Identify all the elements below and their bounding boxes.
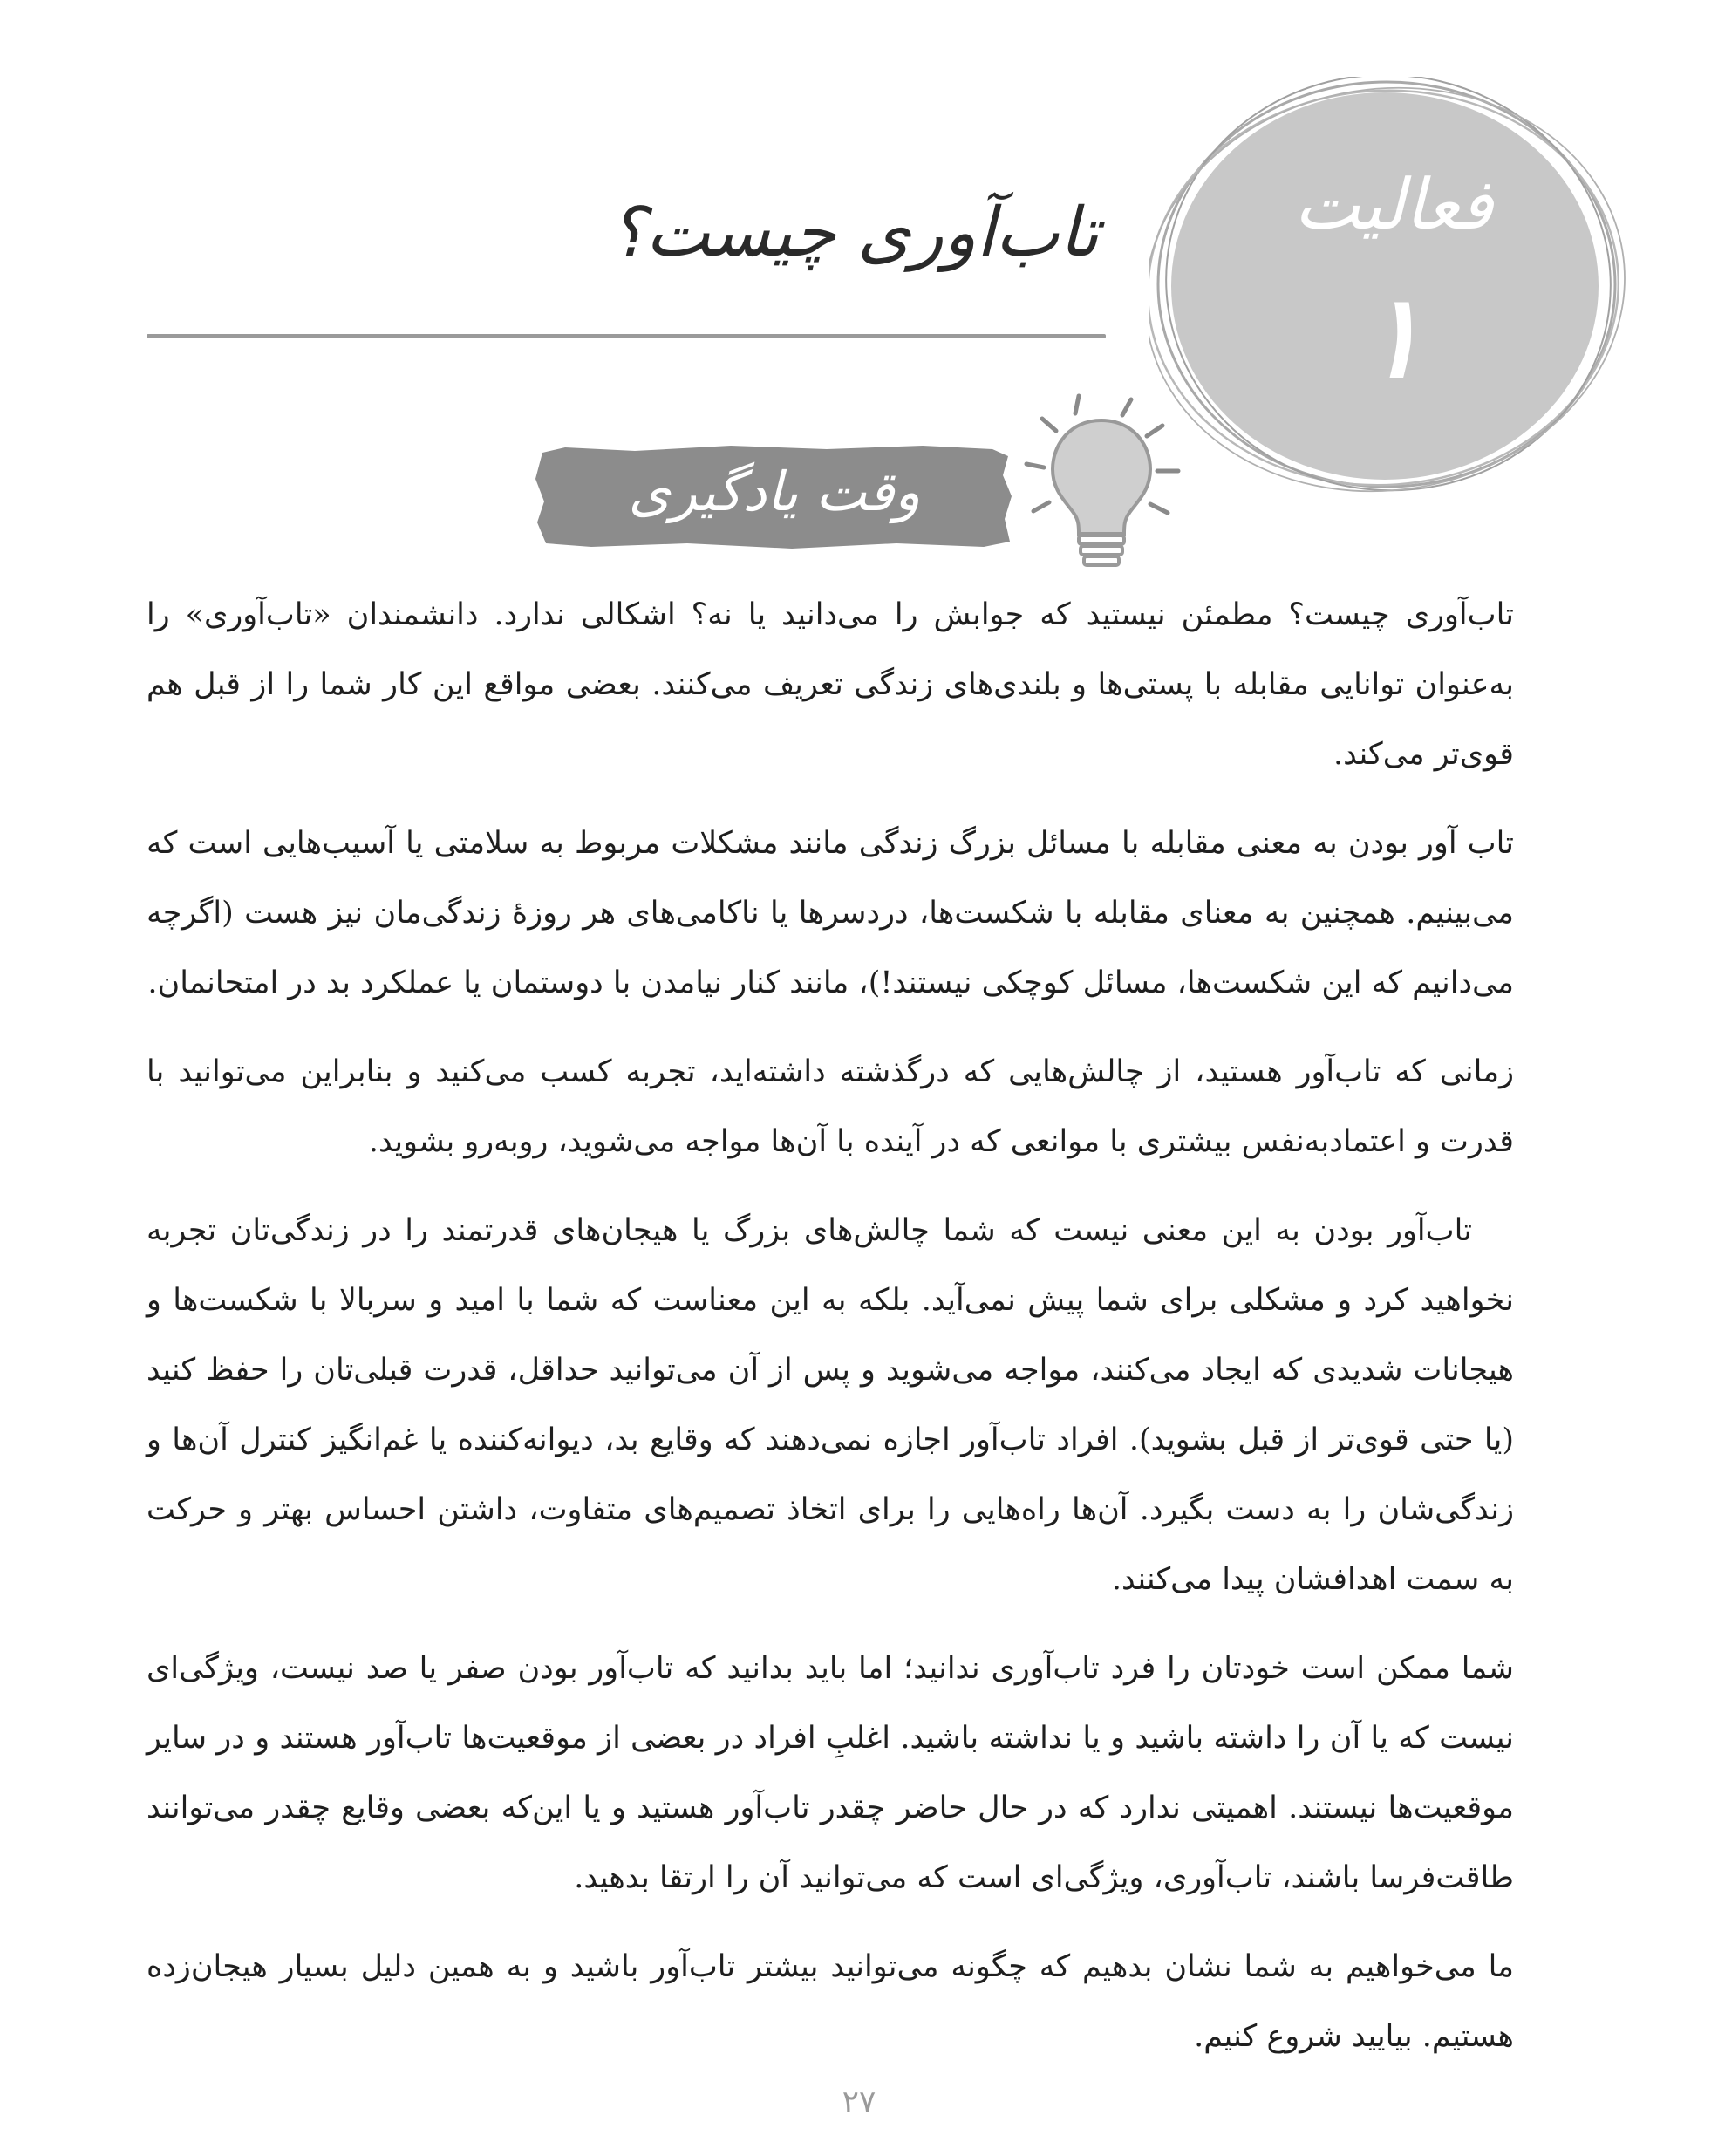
lightbulb-icon — [1007, 384, 1208, 576]
activity-badge — [1149, 77, 1638, 495]
page-title: تاب‌آوری چیست؟ — [609, 194, 1099, 272]
section-label: وقت یادگیری — [628, 460, 921, 523]
learning-time-banner — [530, 440, 1019, 552]
paragraph: زمانی که تاب‌آور هستید، از چالش‌هایی که درگذشته داشته‌اید، تجربه کسب می‌کنید و بنابراین می‌توانید با قدرت و اعتمادبه‌نفس بیشتری با موانعی که در آینده با آن‌ها مواجه می‌شوید، روبه‌رو بشوید. — [147, 1054, 1514, 1159]
body-content — [147, 580, 1514, 2091]
activity-number: ۱ — [1363, 270, 1424, 403]
paragraph: ما می‌خواهیم به شما نشان بدهیم که چگونه می‌توانید بیشتر تاب‌آور باشید و به همین دلیل بسیار هیجان‌زده هستیم. بیایید شروع کنیم. — [147, 1949, 1514, 2054]
page-number: ۲۷ — [842, 2084, 876, 2120]
paragraph: تاب آور بودن به معنی مقابله با مسائل بزرگ زندگی مانند مشکلات مربوط به سلامتی یا آسیب‌هایی است که می‌بینیم. همچنین به معنای مقابله با شکست‌ها، دردسرها یا ناکامی‌های هر روزۀ زندگی‌مان نیز هست (اگرچه می‌دانیم که این شکست‌ها، مسائل کوچکی نیستند!)، مانند کنار نیامدن با دوستمان یا عملکرد بد در امتحانمان. — [147, 826, 1514, 1000]
paragraph: شما ممکن است خودتان را فرد تاب‌آوری ندانید؛ اما باید بدانید که تاب‌آور بودن صفر یا صد نیست، ویژگی‌ای نیست که یا آن را داشته باشید و یا نداشته باشید. اغلبِ افراد در بعضی از موقعیت‌ها تاب‌آور هستند و در سایر موقعیت‌ها نیستند. اهمیتی ندارد که در حال حاضر چقدر تاب‌آور هستید و یا این‌که بعضی وقایع چقدر می‌توانند طاقت‌فرسا باشند، تاب‌آوری، ویژگی‌ای است که می‌توانید آن را ارتقا بدهید. — [147, 1651, 1514, 1895]
activity-label: فعالیت — [1293, 164, 1494, 245]
paragraph: تاب‌آوری چیست؟ مطمئن نیستید که جوابش را می‌دانید یا نه؟ اشکالی ندارد. دانشمندان «تاب‌آوری» را به‌عنوان توانایی مقابله با پستی‌ها و بلندی‌های زندگی تعریف می‌کنند. بعضی مواقع این کار شما را از قبل هم قوی‌تر می‌کند. — [147, 597, 1514, 772]
paragraph: تاب‌آور بودن به این معنی نیست که شما چالش‌های بزرگ یا هیجان‌های قدرتمند را در زندگی‌تان تجربه نخواهید کرد و مشکلی برای شما پیش نمی‌آید. بلکه به این معناست که شما با امید و سربالا با شکست‌ها و هیجانات شدیدی که ایجاد می‌کنند، مواجه می‌شوید و پس از آن می‌توانید حداقل، قدرت قبلی‌تان را حفظ کنید (یا حتی قوی‌تر از قبل بشوید). افراد تاب‌آور اجازه نمی‌دهند که وقایع بد، دیوانه‌کننده یا غم‌انگیز کنترل آن‌ها و زندگی‌شان را به دست بگیرد. آن‌ها راه‌هایی را برای اتخاذ تصمیم‌های متفاوت، داشتن احساس بهتر و حرکت به سمت اهدافشان پیدا می‌کنند. — [147, 1213, 1514, 1597]
title-divider — [147, 334, 1106, 338]
